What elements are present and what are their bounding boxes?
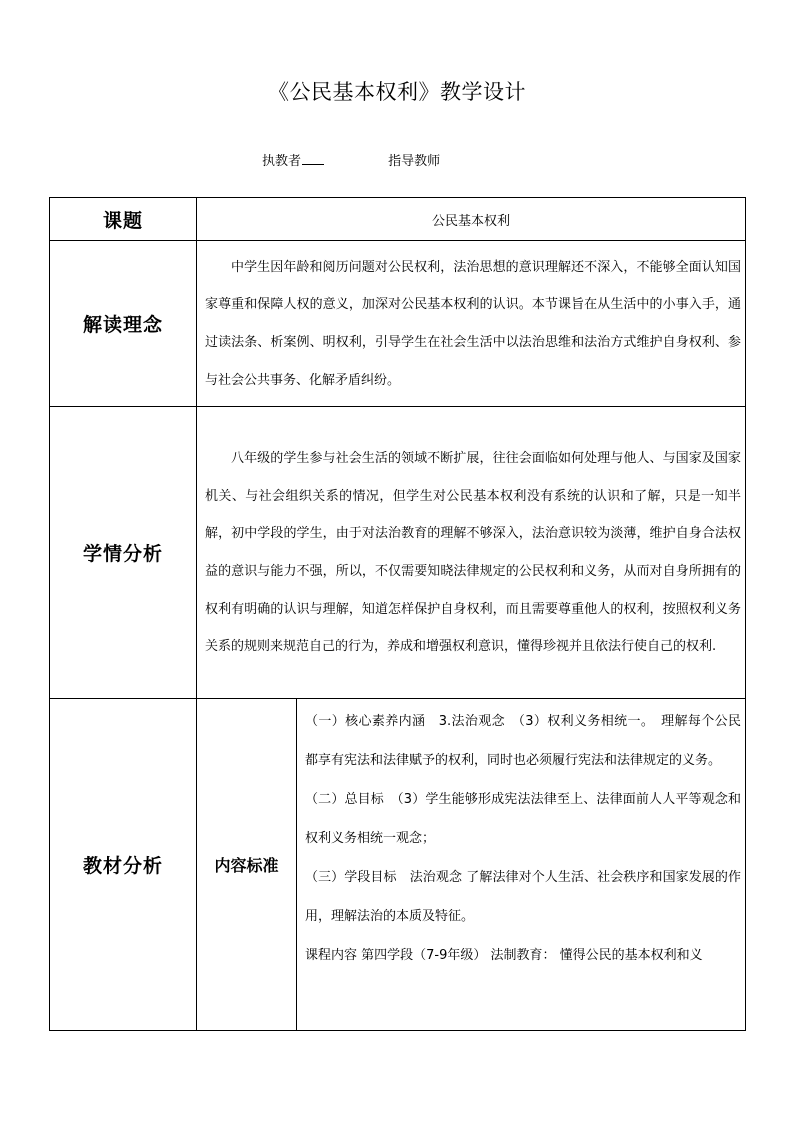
topic-label: 课题: [50, 198, 197, 241]
standard-item: （二）总目标 （3）学生能够形成宪法法律至上、法律面前人人平等观念和权利义务相统一观念；: [305, 792, 742, 846]
author-blank: [302, 152, 324, 165]
page-title: 《公民基本权利》教学设计: [268, 80, 526, 104]
material-label: 教材分析: [50, 699, 197, 1031]
author-line: [262, 150, 440, 169]
table-row-topic: [50, 198, 746, 241]
table-row-learner: [50, 407, 746, 699]
standard-content: [297, 699, 746, 1031]
learner-label: 学情分析: [50, 407, 197, 699]
concept-cell: [197, 241, 746, 407]
standard-item: （一）核心素养内涵 3.法治观念 （3）权利义务相统一。 理解每个公民都享有宪法和法律赋予的权利，同时也必须履行宪法和法律规定的义务。: [305, 714, 742, 768]
concept-text: 中学生因年龄和阅历问题对公民权利，法治思想的意识理解还不深入，不能够全面认知国家尊重和保障人权的意义，加深对公民基本权利的认识。本节课旨在从生活中的小事入手，通过读法条、析案例、明权利，引导学生在社会生活中以法治思维和法治方式维护自身权利、参与社会公共事务、化解矛盾纠纷。: [205, 259, 742, 388]
table-row-concept: [50, 241, 746, 407]
standard-item: （三）学段目标 法治观念 了解法律对个人生活、社会秩序和国家发展的作用，理解法治的本质及特征。: [305, 870, 742, 924]
lesson-plan-table: [49, 197, 746, 1031]
advisor-label: 指导教师: [388, 154, 441, 169]
topic-value: 公民基本权利: [197, 198, 746, 241]
concept-label: 解读理念: [50, 241, 197, 407]
standard-item: 课程内容 第四学段（7-9年级） 法制教育： 懂得公民的基本权利和义: [305, 948, 703, 963]
learner-cell: [197, 407, 746, 699]
table-row-material: [50, 699, 746, 1031]
standard-label: 内容标准: [197, 699, 297, 1031]
author-label: 执教者: [262, 154, 302, 169]
learner-text: 八年级的学生参与社会生活的领域不断扩展，往往会面临如何处理与他人、与国家及国家机关、与社会组织关系的情况，但学生对公民基本权利没有系统的认识和了解，只是一知半解，初中学段的学生，由于对法治教育的理解不够深入，法治意识较为淡薄，维护自身合法权益的意识与能力不强，所以，不仅需要知晓法律规定的公民权利和义务，从而对自身所拥有的权利有明确的认识与理解，知道怎样保护自身权利，而且需要尊重他人的权利，按照权利义务关系的规则来规范自己的行为，养成和增强权利意识，懂得珍视并且依法行使自己的权利.: [205, 450, 742, 655]
